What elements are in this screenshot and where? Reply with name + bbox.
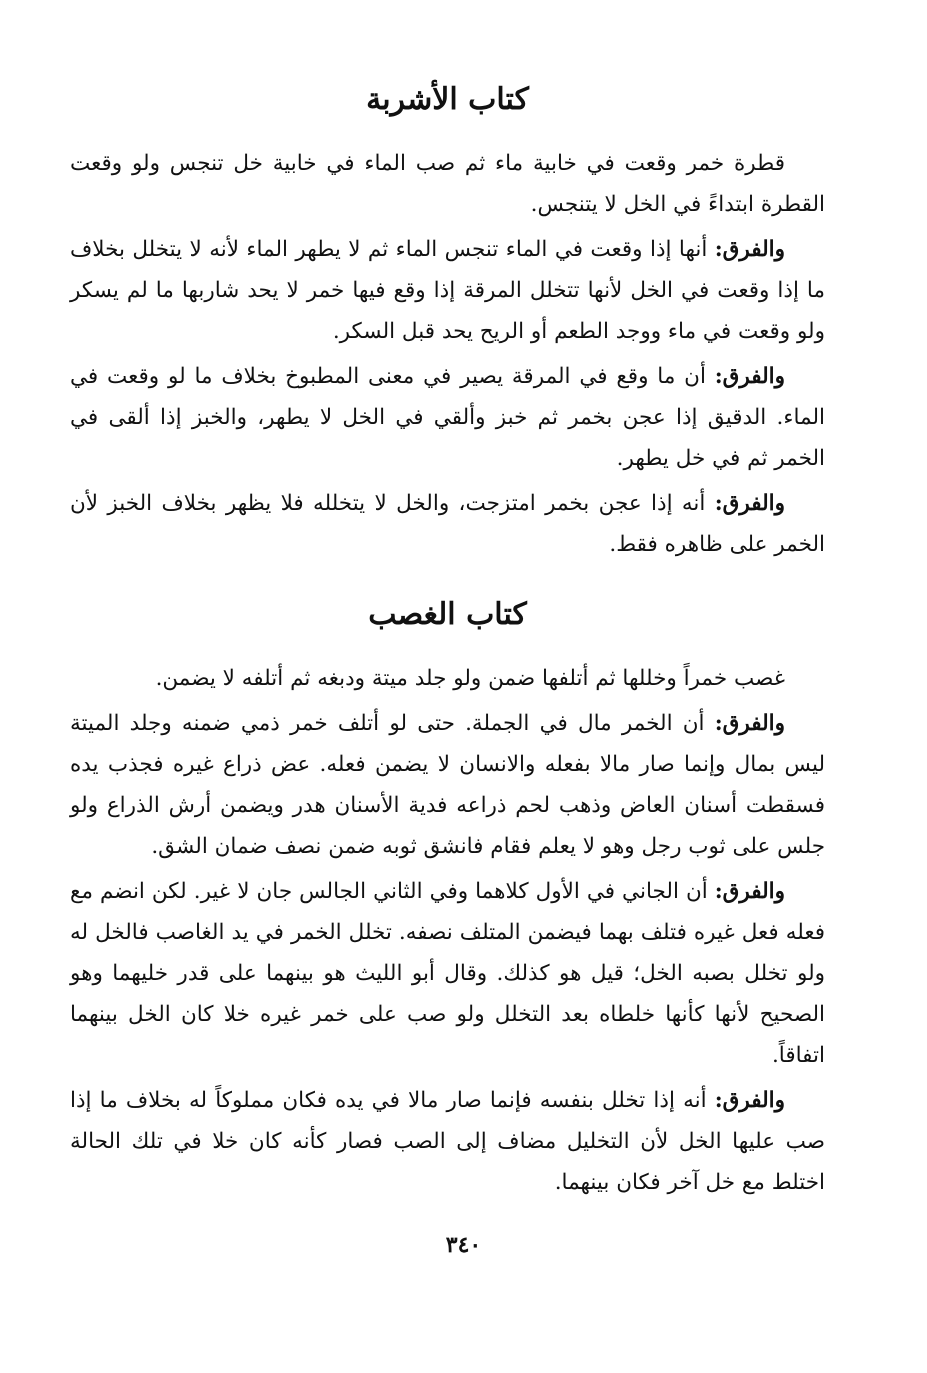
paragraph-text: أن الخمر مال في الجملة. حتى لو أتلف خمر ذمي ضمنه وجلد الميتة ليس بمال وإنما صار مالا بفعله والانسان لا يضمن فعله. عض ذراع غيره فجذب يده فسقطت أسنان العاض وذهب لحم ذراعه فدية الأسنان هدر ويضمن أرش الذراع ولو جلس على ثوب رجل وهو لا يعلم فقام فانشق ثوبه ضمن نصف ضمان الشق. [70,711,825,859]
paragraph-lead: والفرق: [714,237,785,262]
paragraph-text: أن الجاني في الأول كلاهما وفي الثاني الجالس جان لا غير. لكن انضم مع فعله فعل غيره فتلف بهما فيضمن المتلف نصفه. تخلل الخمر في يد الغاصب فالخل له ولو تخلل بصبه الخل؛ قيل هو كذلك. وقال أبو الليث هو بينهما على قدر خليهما وهو الصحيح لأنها كأنها خلطاه بعد التخلل ولو صب على خمر غيره خلا كان الخل بينهما اتفاقاً. [70,879,825,1068]
paragraph [70,229,825,352]
paragraph [70,1080,825,1203]
page-number: ٣٤٠ [445,1232,482,1258]
paragraph [70,703,825,867]
paragraph-text: أنه إذا عجن بخمر امتزجت، والخل لا يتخلله فلا يظهر بخلاف الخبز لأن الخمر على ظاهره فقط. [70,491,825,557]
paragraph [70,483,825,565]
paragraph-lead: والفرق: [714,1088,785,1113]
page-body [70,70,825,1207]
paragraph [70,871,825,1076]
paragraph: غصب خمراً وخللها ثم أتلفها ضمن ولو جلد ميتة ودبغه ثم أتلفه لا يضمن. [155,666,785,691]
paragraph-lead: والفرق: [714,364,785,389]
paragraph-lead: والفرق: [714,491,785,516]
paragraph-text: أنه إذا تخلل بنفسه فإنما صار مالا في يده فكان مملوكاً له بخلاف ما إذا صب عليها الخل لأن التخليل مضاف إلى الصب فصار كأنه كان خلا في تلك الحالة اختلط مع خل آخر فكان بينهما. [70,1088,825,1195]
paragraph-lead: والفرق: [714,711,785,736]
section-title-drinks: كتاب الأشربة [366,82,529,117]
paragraph: قطرة خمر وقعت في خابية ماء ثم صب الماء في خابية خل تنجس ولو وقعت القطرة ابتداءً في الخل لا يتنجس. [70,151,825,217]
paragraph-text: أن ما وقع في المرقة يصير في معنى المطبوخ بخلاف ما لو وقعت في الماء. الدقيق إذا عجن بخمر ثم خبز وألقي في الخل لا يطهر، والخبز إذا ألقى في الخمر ثم في خل يطهر. [70,364,825,471]
section-title-usurpation: كتاب الغصب [368,597,527,632]
paragraph-lead: والفرق: [714,879,785,904]
paragraph [70,356,825,479]
paragraph-text: أنها إذا وقعت في الماء تنجس الماء ثم لا يطهر الماء لأنه لا يتخلل بخلاف ما إذا وقعت في الخل لأنها تتخلل المرقة إذا وقع فيها خمر لا يحد شاربها ما لم يسكر ولو وقعت في ماء ووجد الطعم أو الريح يحد قبل السكر. [70,237,825,344]
